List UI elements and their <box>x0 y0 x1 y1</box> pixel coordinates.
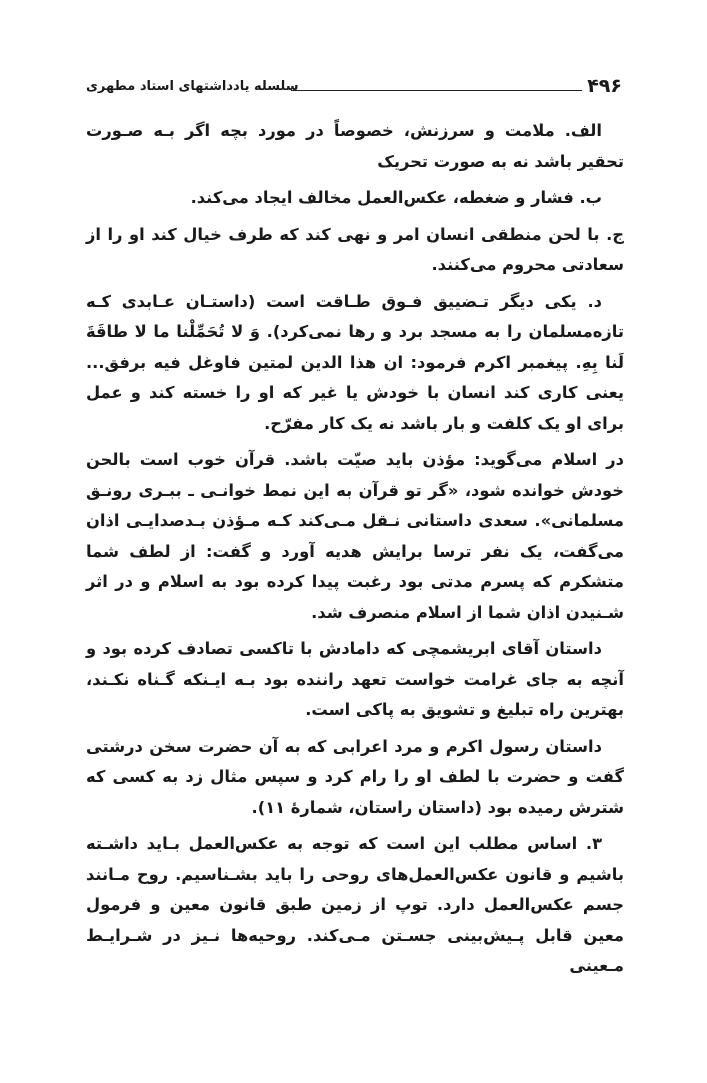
paragraph-muezzin: در اسلام می‌گوید: مؤذن باید صیّت باشد. قرآن خوب است بالحن خودش خوانده شود، «گر تو قرآن به این نمط خوانـی ـ ببـری رونـق مسلمانی». سعدی داستانی نـقل مـی‌کند کـه مـؤذن بـدصدایـی اذان می‌گفت، یک نفر ترسا برایش هدیه آورد و گفت: از لطف شما متشکرم که پسرم مدتی بود رغبت پیدا کرده بود به اسلام و در اثر شـنیدن اذان شما از اسلام منصرف شد. <box>86 450 624 622</box>
header-rule <box>291 90 582 91</box>
page-number: ۴۹۶ <box>587 75 622 97</box>
paragraph-abrishamchi: داستان آقای ابریشمچی که دامادش با تاکسی تصادف کرده بود و آنچه به جای غرامت خواست تعهد راننده بود بـه ایـنکه گـناه نکـند، بهترین راه تبلیغ و تشویق به پاکی است. <box>86 639 624 719</box>
paragraph-dal: د. یکی دیگر تـضییق فـوق طـاقت است (داستـان عـابدی کـه تازه‌مسلمان را به مسجد برد و رها نمی‌کرد). وَ لا تُحَمِّلْنا ما لا طاقَةَ لَنا بِهِ. پیغمبر اکرم فرمود: ان هذا الدین لمتین فاوغل فیه برفق... یعنی کاری کند انسان با خودش یا غیر که او را خسته کند و عمل برای او یک کلفت و بار باشد نه یک کار مفرّح. <box>86 291 624 433</box>
running-title: سلسله یادداشتهای استاد مطهری <box>86 79 299 94</box>
paragraph-reaction: ۳. اساس مطلب این است که توجه به عکس‌العمل بـاید داشـته باشیم و قانون عکس‌العمل‌های روحی را باید بشـناسیم. روح مـانند جسم عکس‌العمل دارد. توپ از زمین طبق قانون معین و فرمول معین قابل پـیش‌بینی جسـتن مـی‌کند. روحیه‌ها نـیز در شـرایـط مـعینی <box>86 834 624 975</box>
paragraph-alef: الف. ملامت و سرزنش، خصوصاً در مورد بچه اگر بـه صـورت تحقیر باشد نه به صورت تحریک <box>86 121 624 171</box>
page-header <box>86 74 622 104</box>
paragraph-be: ب. فشار و ضغطه، عکس‌العمل مخالف ایجاد می‌کند. <box>190 188 602 207</box>
body-text <box>86 116 624 988</box>
paragraph-jim: ج. با لحن منطقی انسان امر و نهی کند که طرف خیال کند او را از سعادتی محروم می‌کنند. <box>86 224 624 274</box>
paragraph-prophet-story: داستان رسول اکرم و مرد اعرابی که به آن حضرت سخن درشتی گفت و حضرت با لطف او را رام کرد و سپس مثال زد به کسی که شترش رمیده بود (داستان راستان، شمارهٔ ۱۱). <box>86 736 624 817</box>
